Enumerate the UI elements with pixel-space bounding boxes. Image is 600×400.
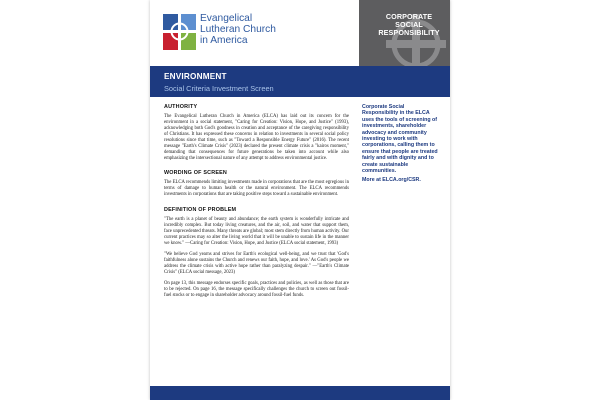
sidebar-text: Corporate Social Responsibility in the ELCA uses the tools of screening of investments, shareholder advocacy and community investing to work with corporations, calling them to ensure that people are treated fairly and with dignity and to create sustainable communities. — [362, 104, 438, 175]
page-header — [150, 0, 450, 66]
csr-title-line: SOCIAL — [395, 20, 423, 29]
org-name-line: Lutheran Church — [200, 24, 276, 35]
org-name-line: Evangelical — [200, 13, 253, 24]
document-page — [150, 0, 450, 400]
elca-cross-logo-icon — [163, 14, 196, 50]
definition-paragraph: "The earth is a planet of beauty and abundance; the earth system is wonderfully intricate and incredibly complex. But today living creatures, and the air, soil, and water that support them, face unprecedented threats. Many threats are global; most stem directly from human activity. Our current practices may so alter the living world that it will be unable to sustain life in the manner we know." —Caring for Creation: Vision, Hope, and Justice (ELCA social statement, 1993) — [164, 216, 350, 246]
section-heading-definition: DEFINITION OF PROBLEM — [164, 206, 237, 213]
csr-badge — [359, 0, 450, 66]
page-title: ENVIRONMENT — [164, 72, 227, 81]
csr-title-line: RESPONSIBILITY — [378, 28, 440, 37]
org-name-line: in America — [200, 35, 248, 46]
sidebar — [362, 104, 442, 184]
title-banner — [150, 66, 450, 97]
definition-paragraph: "We believe God yearns and strives for Earth's ecological well-being, and we trust that 'God's faithfulness alone sustains the Church and renews our faith, hope, and love.' As God's people we address the climate crisis with active hope rather than paralyzing despair." —"Earth's Climate Crisis" (ELCA social message, 2023) — [164, 251, 349, 275]
csr-title-line: CORPORATE — [385, 12, 433, 21]
main-content — [164, 104, 349, 299]
definition-paragraph: On page 13, this message endorses specific goals, practices and policies, as well as those that are to be rejected. On page 16, the message specifically challenges the church to screen out fossil-fuel stocks or to engage in shareholder advocacy around fossil-fuel funds. — [164, 280, 349, 299]
authority-paragraph: The Evangelical Lutheran Church in America (ELCA) has laid out its concern for the environment in a social statement, "Caring for Creation: Vision, Hope, and Justice" (1993), acknowledging both God's goodness in creation and acceptance of the caregiving responsibility of Christians. It has expressed these concerns in relation to investments in several social policy resolutions since that time, such as "Toward a Responsible Energy Future" (2016). The recent message "Earth's Climate Crisis" (2023) declared the present climate crisis a "kairos moment," demanding that consequences for future generations be taken into account while also emphasizing the intersectional nature of any attempt to address environmental justice. — [164, 114, 349, 162]
csr-title — [371, 13, 447, 37]
section-heading-wording: WORDING OF SCREEN — [164, 170, 227, 177]
csr-link[interactable]: More at ELCA.org/CSR. — [362, 177, 421, 184]
section-heading-authority: AUTHORITY — [164, 104, 198, 110]
page-subtitle: Social Criteria Investment Screen — [164, 84, 274, 93]
footer-bar — [150, 386, 450, 400]
wording-paragraph: The ELCA recommends limiting investments made in corporations that are the most egregious in terms of damage to human health or the natural environment. The ELCA recommends investments in corporations that are taking positive steps toward a sustainable environment. — [164, 180, 349, 198]
org-name — [200, 13, 320, 46]
